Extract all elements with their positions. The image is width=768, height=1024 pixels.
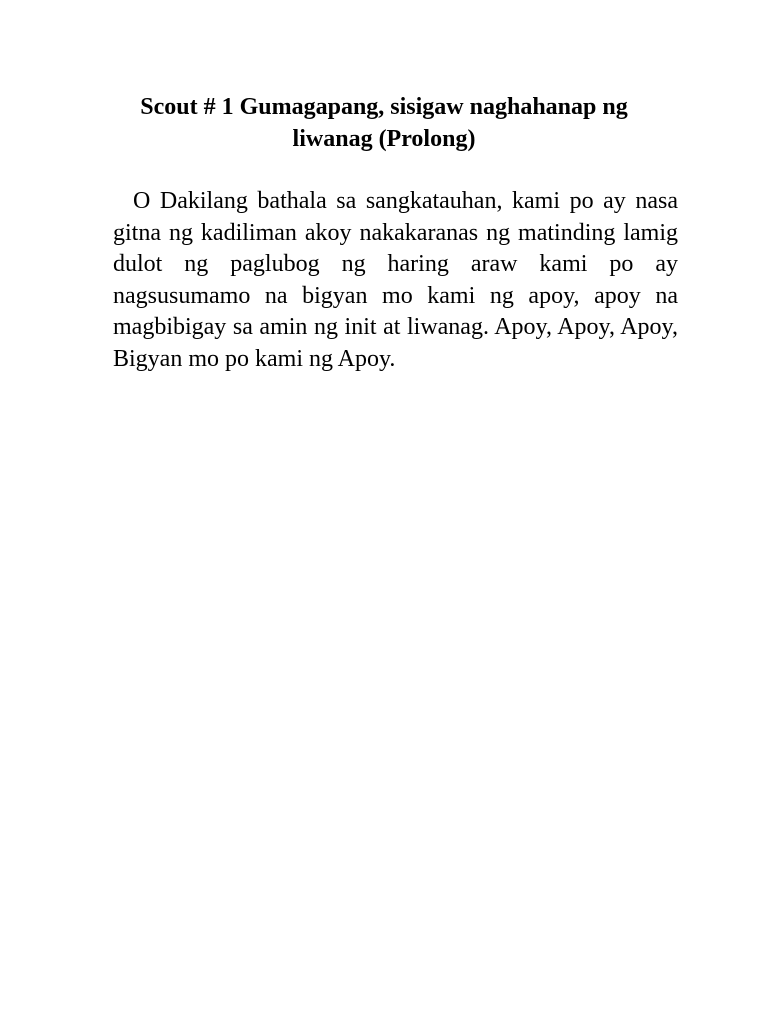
- body-paragraph: O Dakilang bathala sa sangkatauhan, kami po ay nasa gitna ng kadiliman akoy nakakaranas ng matinding lamig dulot ng paglubog ng haring araw kami po ay nagsusumamo na bigyan mo kami ng apoy, apoy na magbibigay sa amin ng init at liwanag. Apoy, Apoy, Apoy, Bigyan mo po kami ng Apoy.: [113, 188, 678, 372]
- document-title: [100, 91, 668, 155]
- title-line-1: Scout # 1 Gumagapang, sisigaw naghahanap ng: [140, 94, 628, 120]
- title-line-2: liwanag (Prolong): [292, 126, 476, 152]
